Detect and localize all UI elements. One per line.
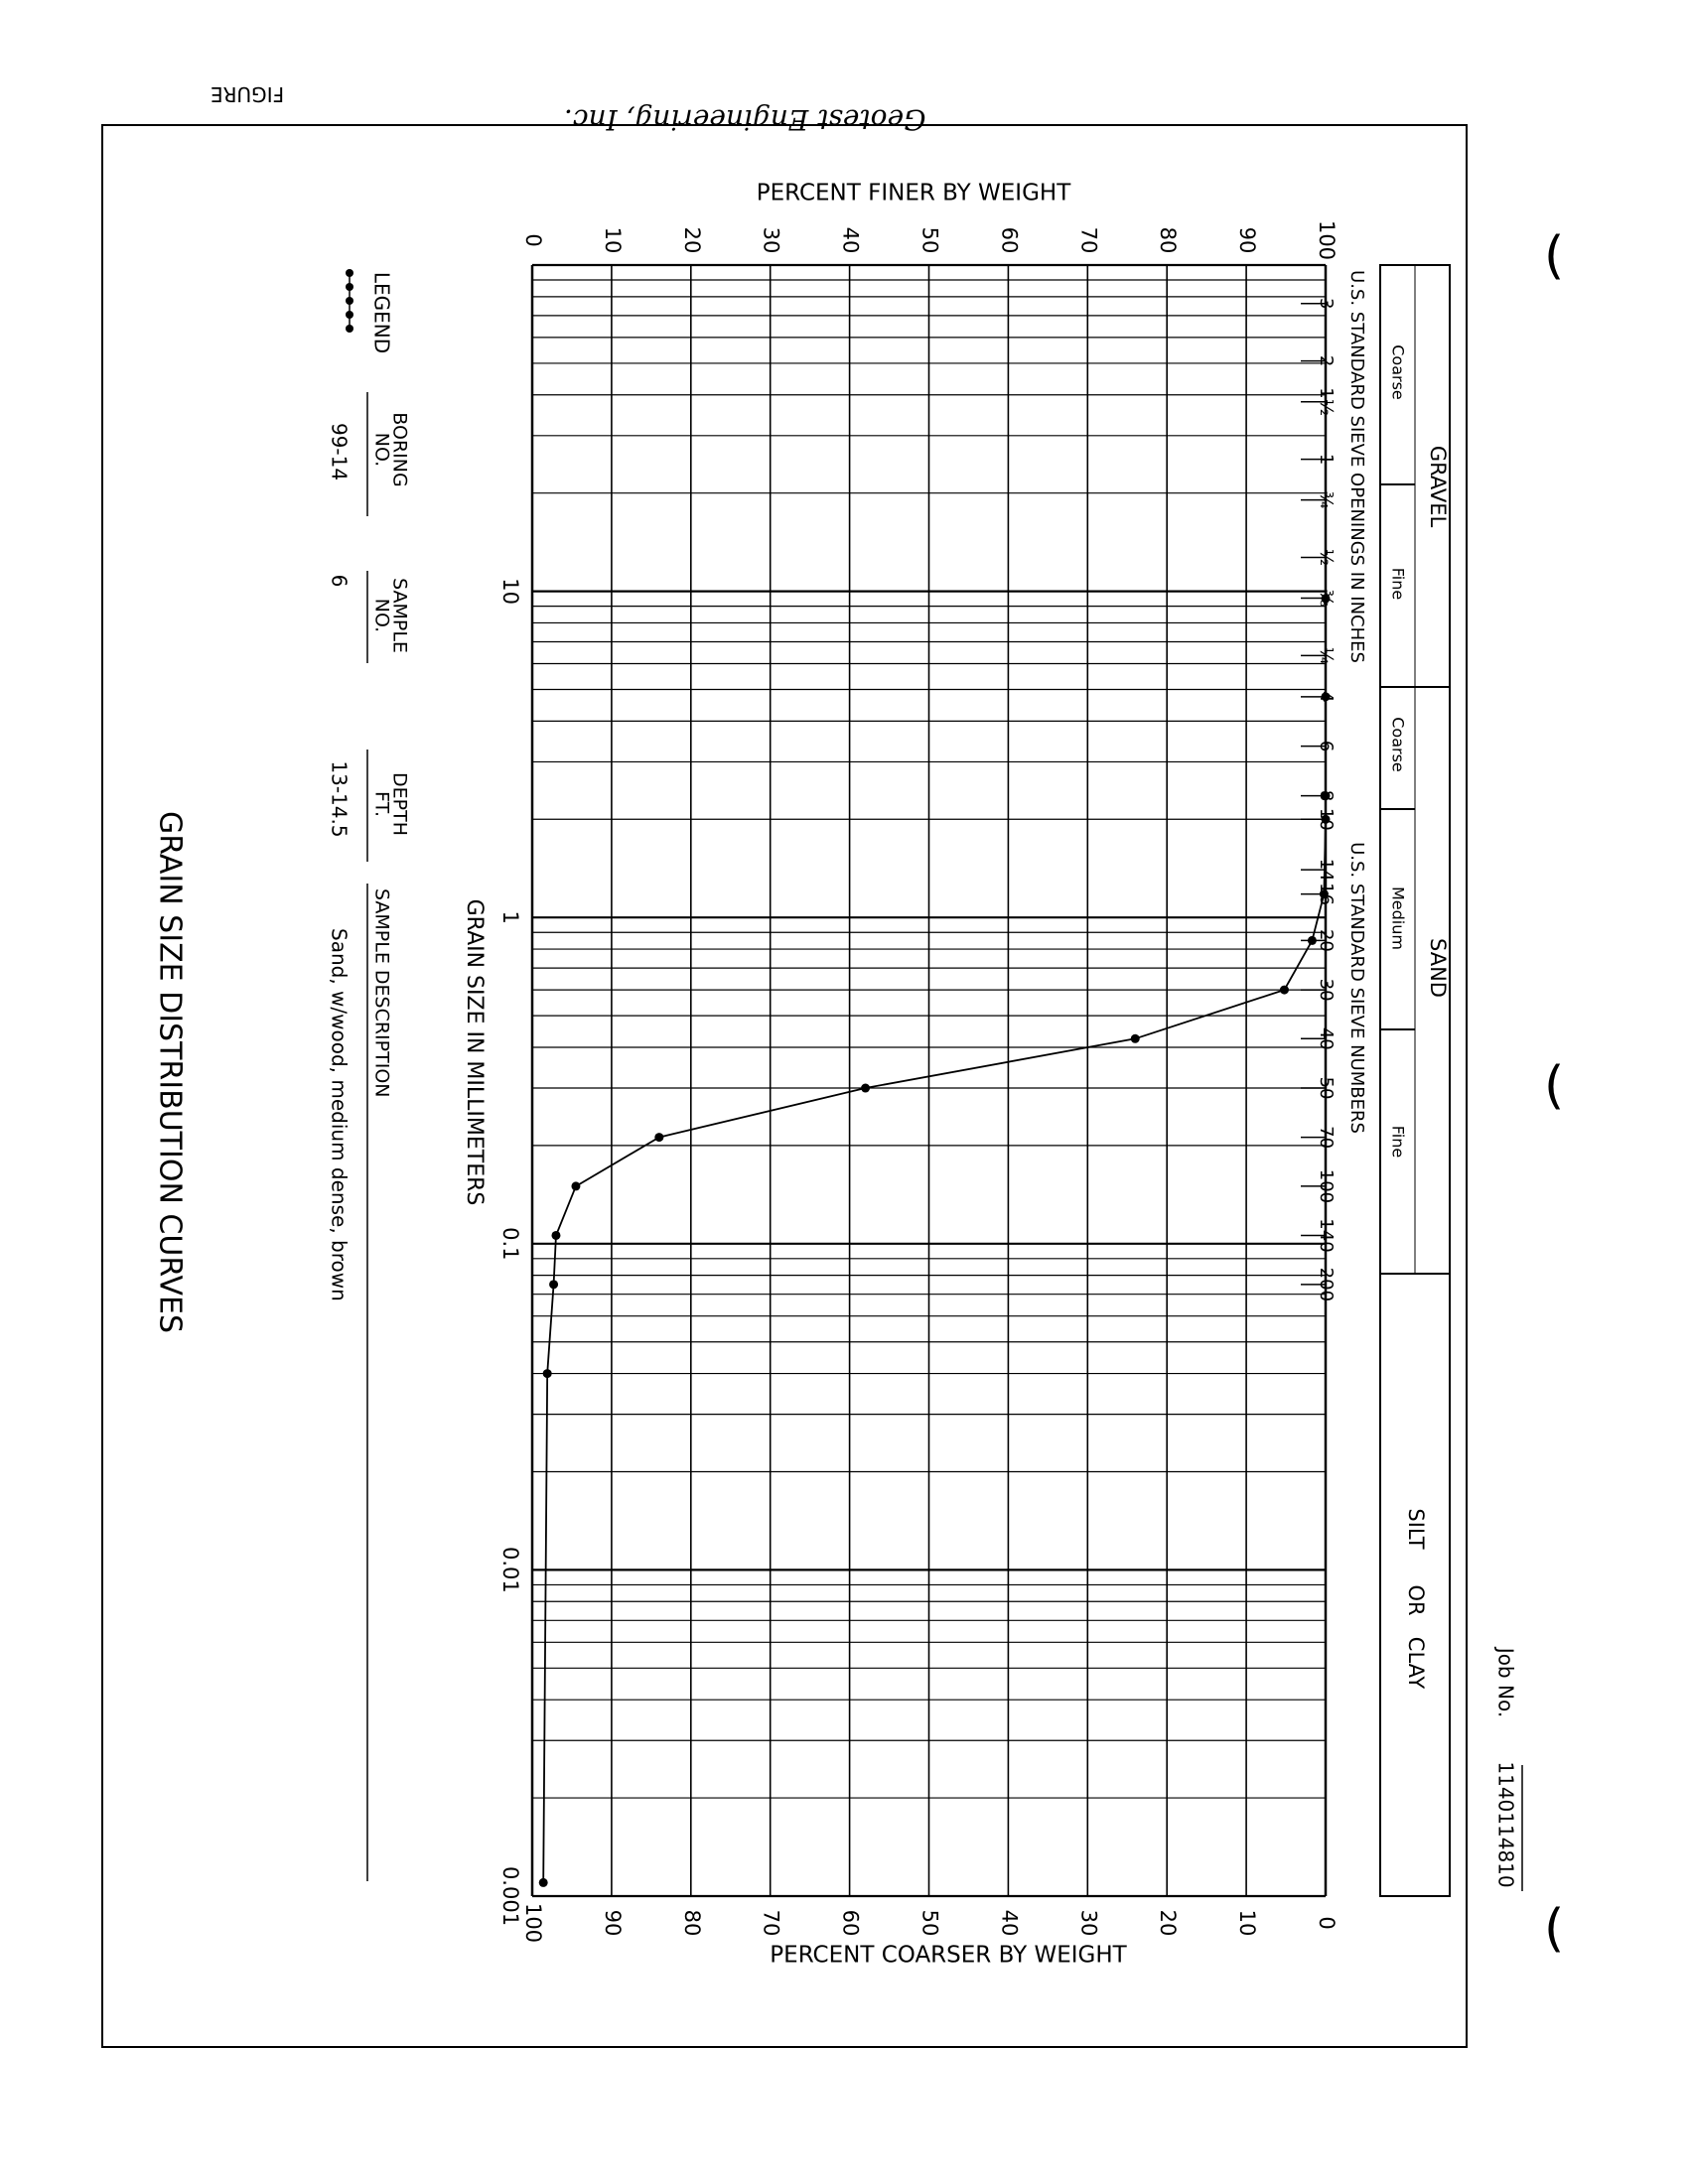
sieve-opening-label: ⅜ — [1316, 589, 1337, 608]
sieve-number-label: 100 — [1316, 1168, 1337, 1204]
legend-label: LEGEND — [369, 271, 394, 354]
description-header: SAMPLE DESCRIPTION — [370, 888, 393, 1098]
y-tick-label-finer: 70 — [1076, 226, 1101, 254]
y-tick-label-coarser: 10 — [1235, 1909, 1260, 1937]
y-tick-label-coarser: 40 — [997, 1909, 1022, 1937]
boring-header: BORING — [388, 412, 411, 487]
y-tick-label-finer: 50 — [917, 226, 942, 254]
depth-value: 13-14.5 — [327, 760, 352, 838]
data-point — [549, 1280, 558, 1289]
figure-label: FIGURE — [211, 82, 285, 106]
y-tick-label-coarser: 60 — [838, 1909, 863, 1937]
y-tick-label-finer: 90 — [1235, 226, 1260, 254]
x-tick-label: 0.1 — [498, 1227, 522, 1261]
sieve-opening-label: 2 — [1316, 354, 1337, 367]
depth-header: FT. — [370, 791, 393, 817]
margin-mark: ( — [1544, 1899, 1565, 1959]
sieve-number-label: 10 — [1316, 807, 1337, 831]
y-tick-label-finer: 100 — [1315, 219, 1339, 261]
class-sand-medium: Medium — [1388, 887, 1408, 950]
sample-header: SAMPLE — [388, 578, 411, 653]
sieve-number-label: 6 — [1316, 740, 1337, 752]
sieve-number-label: 40 — [1316, 1026, 1337, 1050]
sample-number: 6 — [327, 574, 352, 588]
y-tick-label-finer: 20 — [679, 226, 704, 254]
sieve-opening-label: ½ — [1316, 548, 1337, 567]
sieve-opening-label: 1½ — [1316, 387, 1337, 417]
sieve-number-label: 140 — [1316, 1218, 1337, 1253]
class-sand-coarse: Coarse — [1388, 717, 1408, 772]
sieve-number-label: 50 — [1316, 1076, 1337, 1100]
boring-header: NO. — [370, 432, 393, 468]
job-label: Job No. — [1493, 1647, 1518, 1718]
class-sand: SAND — [1426, 938, 1450, 998]
y-tick-label-finer: 0 — [521, 233, 545, 247]
class-gravel: GRAVEL — [1426, 445, 1450, 528]
sieve-opening-label: 1 — [1316, 453, 1337, 466]
depth-header: DEPTH — [388, 772, 411, 836]
data-point — [1131, 1034, 1140, 1043]
company-name: Geotest Engineering, Inc. — [564, 103, 926, 136]
y-tick-label-finer: 40 — [838, 226, 863, 254]
y-tick-label-finer: 80 — [1156, 226, 1181, 254]
sample-header: NO. — [370, 598, 393, 633]
sieve-opening-label: ¾ — [1316, 490, 1337, 509]
data-point — [654, 1133, 663, 1142]
sieve-number-label: 20 — [1316, 928, 1337, 952]
margin-mark: ( — [1544, 226, 1565, 286]
y-tick-label-coarser: 30 — [1076, 1909, 1101, 1937]
y-tick-label-finer: 10 — [600, 226, 625, 254]
y-tick-label-coarser: 100 — [521, 1902, 545, 1944]
class-silt-clay: SILT — [1404, 1508, 1428, 1550]
sieve-openings-header: U.S. STANDARD SIEVE OPENINGS IN INCHES — [1346, 270, 1367, 663]
boring-number: 99-14 — [327, 422, 352, 481]
sieve-number-label: 14 — [1316, 858, 1337, 882]
class-sand-fine: Fine — [1388, 1125, 1408, 1159]
margin-mark: ( — [1544, 1056, 1565, 1116]
sieve-number-label: 16 — [1316, 883, 1337, 906]
sample-description: Sand, w/wood, medium dense, brown — [327, 928, 352, 1301]
class-silt-clay: OR — [1404, 1584, 1428, 1616]
y-tick-label-coarser: 70 — [759, 1909, 783, 1937]
class-silt-clay: CLAY — [1404, 1636, 1428, 1690]
x-tick-label: 1 — [498, 910, 522, 924]
class-gravel-coarse: Coarse — [1388, 344, 1408, 400]
y-tick-label-finer: 30 — [759, 226, 783, 254]
y-tick-label-coarser: 50 — [917, 1909, 942, 1937]
sieve-opening-label: 3 — [1316, 298, 1337, 310]
x-tick-label: 10 — [498, 578, 522, 605]
data-point — [1308, 936, 1317, 945]
data-point — [1280, 986, 1289, 995]
data-point — [861, 1084, 870, 1093]
data-point — [551, 1231, 560, 1240]
class-gravel-fine: Fine — [1388, 567, 1408, 601]
sieve-numbers-header: U.S. STANDARD SIEVE NUMBERS — [1346, 842, 1367, 1134]
data-point — [539, 1878, 548, 1887]
sieve-number-label: 30 — [1316, 978, 1337, 1002]
x-tick-label: 0.001 — [498, 1865, 522, 1927]
sieve-opening-label: ¼ — [1316, 646, 1337, 665]
figure-title: GRAIN SIZE DISTRIBUTION CURVES — [152, 810, 188, 1334]
sieve-number-label: 4 — [1316, 691, 1337, 703]
y-tick-label-coarser: 20 — [1156, 1909, 1181, 1937]
x-axis-title: GRAIN SIZE IN MILLIMETERS — [462, 898, 487, 1206]
sieve-number-label: 200 — [1316, 1267, 1337, 1302]
y-tick-label-coarser: 80 — [679, 1909, 704, 1937]
y-axis-title-coarser: PERCENT COARSER BY WEIGHT — [770, 1942, 1127, 1969]
data-point — [571, 1181, 580, 1190]
y-tick-label-coarser: 0 — [1315, 1916, 1339, 1930]
y-tick-label-finer: 60 — [997, 226, 1022, 254]
y-tick-label-coarser: 90 — [600, 1909, 625, 1937]
data-point — [543, 1369, 552, 1378]
sieve-number-label: 70 — [1316, 1126, 1337, 1150]
y-axis-title-finer: PERCENT FINER BY WEIGHT — [756, 180, 1071, 206]
job-number: 1140114810 — [1493, 1761, 1518, 1888]
grain-size-curve — [543, 599, 1326, 1882]
sieve-number-label: 8 — [1316, 789, 1337, 802]
x-tick-label: 0.01 — [498, 1547, 522, 1593]
